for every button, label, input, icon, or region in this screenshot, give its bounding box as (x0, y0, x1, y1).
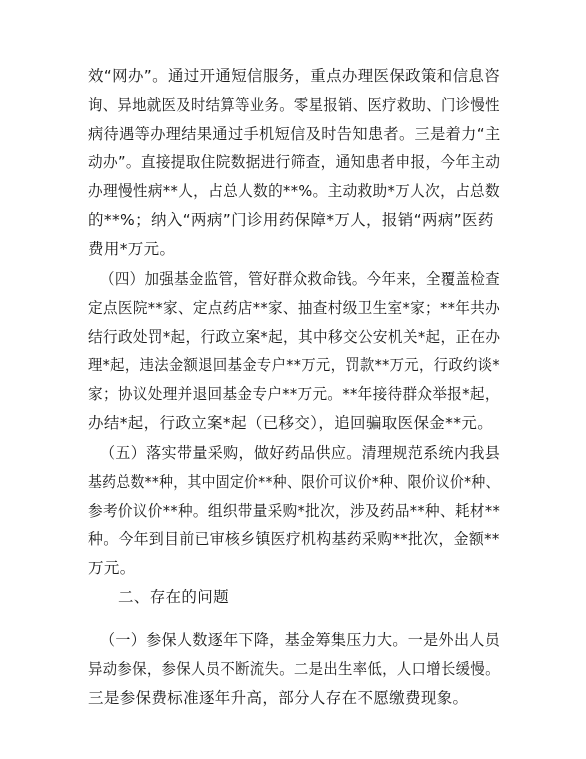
text-line: 动办”。直接提取住院数据进行筛查，通知患者申报，今年主动 (88, 153, 501, 172)
text-line: 定点医院**家、定点药店**家、抽查村级卫生室*家；**年共办 (88, 298, 501, 317)
text-line: 参考价议价**种。组织带量采购*批次，涉及药品**种、耗材** (88, 501, 501, 520)
text-line: 办理慢性病**人，占总人数的**%。主动救助*万人次，占总数 (88, 182, 501, 201)
text-line: （四）加强基金监管，管好群众救命钱。今年来，全覆盖检查 (100, 270, 500, 288)
text-line: 三是参保费标准逐年升高，部分人存在不愿缴费现象。 (88, 688, 469, 707)
text-line: 效“网办”。通过开通短信服务，重点办理医保政策和信息咨 (88, 67, 501, 85)
paragraph-insured-decline (88, 626, 501, 712)
paragraph-fund-supervision (88, 265, 501, 438)
text-line: （五）落实带量采购，做好药品供应。清理规范系统内我县 (100, 444, 501, 462)
text-line: 万元。 (88, 559, 136, 578)
text-line: 基药总数**种，其中固定价**种、限价可议价*种、限价议价*种、 (88, 472, 500, 491)
text-line: （一）参保人数逐年下降，基金筹集压力大。一是外出人员 (100, 631, 501, 649)
text-line: 费用*万元。 (88, 239, 176, 258)
text-line: 办结*起，行政立案*起（已移交），追回骗取医保金**元。 (88, 413, 494, 432)
text-line: 结行政处罚*起，行政立案*起，其中移交公安机关*起，正在办 (88, 327, 501, 346)
text-line: 的**%；纳入“两病”门诊用药保障*万人，报销“两病”医药 (88, 210, 494, 229)
section-heading-existing-problems (118, 583, 500, 612)
paragraph-service-handling (88, 62, 500, 264)
text-line: 询、异地就医及时结算等业务。零星报销、医疗救助、门诊慢性 (88, 95, 500, 114)
paragraph-volume-procurement (88, 439, 501, 583)
text-line: 理*起，违法金额退回基金专户**万元，罚款**万元，行政约谈* (88, 356, 500, 375)
text-line: 种。今年到目前已审核乡镇医疗机构基药采购**批次，金额** (88, 530, 500, 549)
heading-text: 二、存在的问题 (118, 588, 229, 606)
text-line: 病待遇等办理结果通过手机短信及时告知患者。三是着力“主 (88, 124, 501, 143)
text-line: 家；协议处理并退回基金专户**万元。**年接待群众举报*起， (88, 385, 500, 404)
text-line: 异动参保，参保人员不断流失。二是出生率低，人口增长缓慢。 (88, 659, 500, 678)
